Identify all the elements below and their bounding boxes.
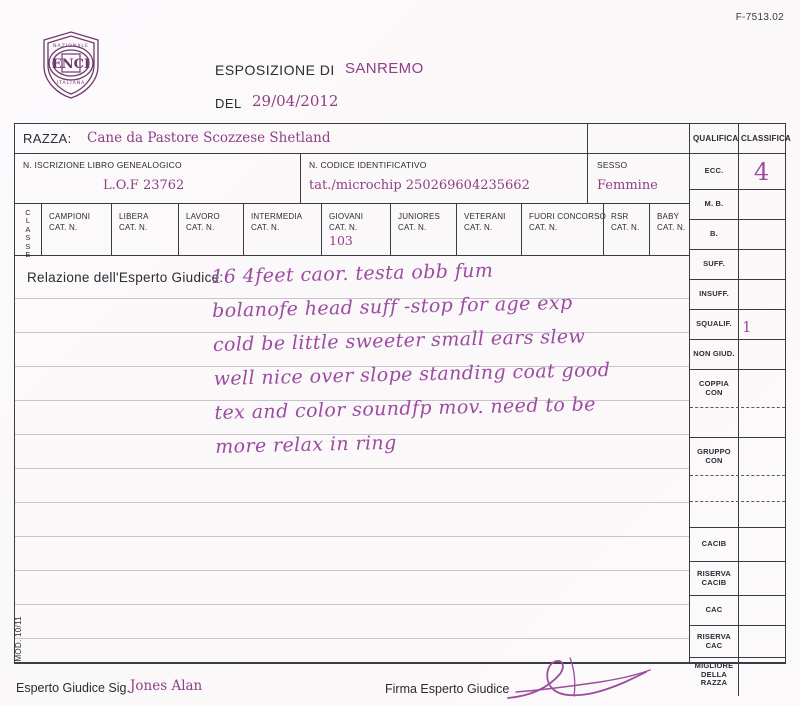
class-col-juniores-sub: CAT. N. <box>398 223 427 232</box>
class-col-baby-title: BABY <box>657 212 680 221</box>
studbook-label: N. ISCRIZIONE LIBRO GENEALOGICO <box>23 160 182 170</box>
class-col-juniores-title: JUNIORES <box>398 212 441 221</box>
sex-value: Femmine <box>597 178 658 193</box>
breed-row-divider <box>587 124 588 154</box>
date-label: DEL <box>215 96 242 111</box>
class-vertical-label: C L A S S E <box>25 208 31 260</box>
class-div-0 <box>41 204 42 256</box>
class-row <box>15 204 689 260</box>
class-col-lavoro-label <box>186 211 220 233</box>
breed-value: Cane da Pastore Scozzese Shetland <box>87 130 331 146</box>
qualification-row-b-label: B. <box>710 229 718 238</box>
svg-text:ITALIANA: ITALIANA <box>56 81 86 86</box>
qualification-row-ecc-value: 4 <box>753 158 770 186</box>
qualification-row-non-giud-divider <box>738 340 739 369</box>
class-div-9 <box>649 204 650 256</box>
qualification-block <box>690 124 791 687</box>
qualification-row-riserva-cac-divider <box>738 626 739 657</box>
class-div-7 <box>521 204 522 256</box>
qualification-row-coppia-blank-divider <box>738 408 739 437</box>
class-col-libera-label <box>119 211 149 233</box>
class-col-lavoro-title: LAVORO <box>186 212 220 221</box>
exposition-value: SANREMO <box>345 60 424 77</box>
qualification-row-gruppo-con-label: GRUPPO CON <box>697 447 731 465</box>
enci-logo-icon <box>26 26 116 104</box>
class-col-veterani-label <box>464 211 506 233</box>
qualification-row-insuff-divider <box>738 280 739 309</box>
qualification-row-coppia-blank[interactable] <box>690 408 785 438</box>
class-div-4 <box>321 204 322 256</box>
qualification-row-suff-divider <box>738 250 739 279</box>
qualification-row-squalif-divider <box>738 310 739 339</box>
qualification-row-squalif[interactable] <box>690 310 785 340</box>
qualification-row-gruppo-blank1-divider <box>738 476 739 501</box>
document-code: F-7513.02 <box>735 12 784 23</box>
breed-row <box>15 124 689 154</box>
qualification-row-migliore-della-razza-label: MIGLIORE DELLA RAZZA <box>694 661 734 687</box>
qualification-row-riserva-cacib-divider <box>738 562 739 595</box>
qualification-row-ecc[interactable] <box>690 154 785 190</box>
breed-label: RAZZA: <box>23 131 72 146</box>
class-col-veterani-title: VETERANI <box>464 212 506 221</box>
class-col-intermedia-title: INTERMEDIA <box>251 212 303 221</box>
qualification-row-ecc-label: ECC. <box>704 166 724 175</box>
svg-text:ENCI: ENCI <box>51 57 91 72</box>
exposition-label: ESPOSIZIONE DI <box>215 62 335 78</box>
qualification-header-divider <box>738 124 739 154</box>
registration-divider-1 <box>300 154 301 204</box>
class-col-libera-sub: CAT. N. <box>119 223 148 232</box>
qualifica-header-label: QUALIFICA <box>693 134 739 143</box>
ecc-handwritten-mark: 1 <box>742 318 752 336</box>
date-value: 29/04/2012 <box>252 92 339 110</box>
qualification-row-cac-label: CAC <box>705 605 723 614</box>
qualification-header <box>690 124 791 154</box>
report-rule-7 <box>15 502 689 503</box>
class-col-baby-label <box>657 211 685 233</box>
class-div-5 <box>390 204 391 256</box>
qualification-row-riserva-cac-label: RISERVA CAC <box>696 632 732 650</box>
class-col-libera-title: LIBERA <box>119 212 149 221</box>
judge-signature <box>500 652 680 704</box>
chip-value: tat./microchip 250269604235662 <box>309 178 530 193</box>
chip-label: N. CODICE IDENTIFICATIVO <box>309 160 427 170</box>
qualification-row-gruppo-blank2[interactable] <box>690 502 785 528</box>
class-div-2 <box>178 204 179 256</box>
qualification-row-non-giud[interactable] <box>690 340 785 370</box>
report-rule-10 <box>15 604 689 605</box>
class-col-intermedia-label <box>251 211 302 233</box>
qualification-row-cac-divider <box>738 596 739 625</box>
qualification-row-cacib[interactable] <box>690 528 785 562</box>
report-handwritten-text: 16 4feet caor. testa obb fum bolanofe head suff -stop for age exp cold be little sweeter small ears slew well nice over slope standing coat good tex and color soundfp mov. need to be more relax in ring <box>211 259 611 458</box>
report-rule-6 <box>15 468 689 469</box>
qualification-row-gruppo-con[interactable] <box>690 438 785 476</box>
qualification-row-cacib-label: CACIB <box>701 539 727 548</box>
qualification-row-cac[interactable] <box>690 596 785 626</box>
report-rule-11 <box>15 638 689 639</box>
qualification-row-cacib-divider <box>738 528 739 561</box>
class-col-veterani-sub: CAT. N. <box>464 223 493 232</box>
qualification-row-gruppo-con-divider <box>738 438 739 475</box>
class-col-rsr-sub: CAT. N. <box>611 223 640 232</box>
judge-name: Jones Alan <box>130 678 203 694</box>
class-col-giovani-sub: CAT. N. <box>329 223 358 232</box>
class-col-lavoro-sub: CAT. N. <box>186 223 215 232</box>
report-rule-8 <box>15 536 689 537</box>
class-div-6 <box>456 204 457 256</box>
studbook-value: L.O.F 23762 <box>103 178 185 193</box>
qualification-row-gruppo-blank1[interactable] <box>690 476 785 502</box>
class-col-giovani-value: 103 <box>329 233 353 248</box>
class-col-rsr-title: RSR <box>611 212 629 221</box>
qualification-row-coppia-con-label: COPPIA CON <box>699 379 729 397</box>
registration-divider-2 <box>587 154 588 204</box>
sex-label: SESSO <box>597 160 628 170</box>
qualification-row-suff-label: SUFF. <box>703 259 725 268</box>
signature-label: Firma Esperto Giudice <box>385 682 510 696</box>
qualification-row-insuff[interactable] <box>690 280 785 310</box>
classifica-header-label: CLASSIFICA <box>741 134 791 143</box>
class-col-campioni-sub: CAT. N. <box>49 223 78 232</box>
class-col-fuoriconcorso-sub: CAT. N. <box>529 223 558 232</box>
judge-label: Esperto Giudice Sig. <box>16 681 130 695</box>
class-col-campioni-title: CAMPIONI <box>49 212 91 221</box>
form-mod-code: MOD. 10/11 <box>14 616 23 662</box>
class-col-fuoriconcorso-label <box>529 211 606 233</box>
class-div-3 <box>243 204 244 256</box>
qualification-row-riserva-cacib[interactable] <box>690 562 785 596</box>
qualification-row-insuff-label: INSUFF. <box>699 289 729 298</box>
qualification-row-coppia-con-divider <box>738 370 739 407</box>
qualification-row-riserva-cacib-label: RISERVA CACIB <box>696 569 732 587</box>
class-col-rsr-label <box>611 211 639 233</box>
registration-row <box>15 154 689 204</box>
qualification-row-b[interactable] <box>690 220 785 250</box>
report-label: Relazione dell'Esperto Giudice: <box>27 270 224 285</box>
report-rule-9 <box>15 570 689 571</box>
qualification-row-coppia-con[interactable] <box>690 370 785 408</box>
class-col-giovani-title: GIOVANI <box>329 212 364 221</box>
report-area <box>15 256 689 664</box>
qualification-row-mb-label: M. B. <box>704 199 724 208</box>
qualification-row-mb[interactable] <box>690 190 785 220</box>
qualification-row-b-divider <box>738 220 739 249</box>
qualification-row-mb-divider <box>738 190 739 219</box>
class-col-intermedia-sub: CAT. N. <box>251 223 280 232</box>
class-div-8 <box>603 204 604 256</box>
qualification-row-suff[interactable] <box>690 250 785 280</box>
class-col-baby-sub: CAT. N. <box>657 223 686 232</box>
qualification-row-gruppo-blank2-divider <box>738 502 739 527</box>
class-col-giovani-label <box>329 211 363 233</box>
qualification-row-squalif-label: SQUALIF. <box>696 319 732 328</box>
qualification-row-riserva-cac[interactable] <box>690 626 785 658</box>
class-col-fuoriconcorso-title: FUORI CONCORSO <box>529 212 607 221</box>
class-col-campioni-label <box>49 211 90 233</box>
form-left-block <box>15 124 690 662</box>
svg-text:NAZIONALE: NAZIONALE <box>53 44 89 49</box>
class-col-juniores-label <box>398 211 440 233</box>
class-div-1 <box>111 204 112 256</box>
qualification-row-non-giud-label: NON GIUD. <box>693 349 735 358</box>
